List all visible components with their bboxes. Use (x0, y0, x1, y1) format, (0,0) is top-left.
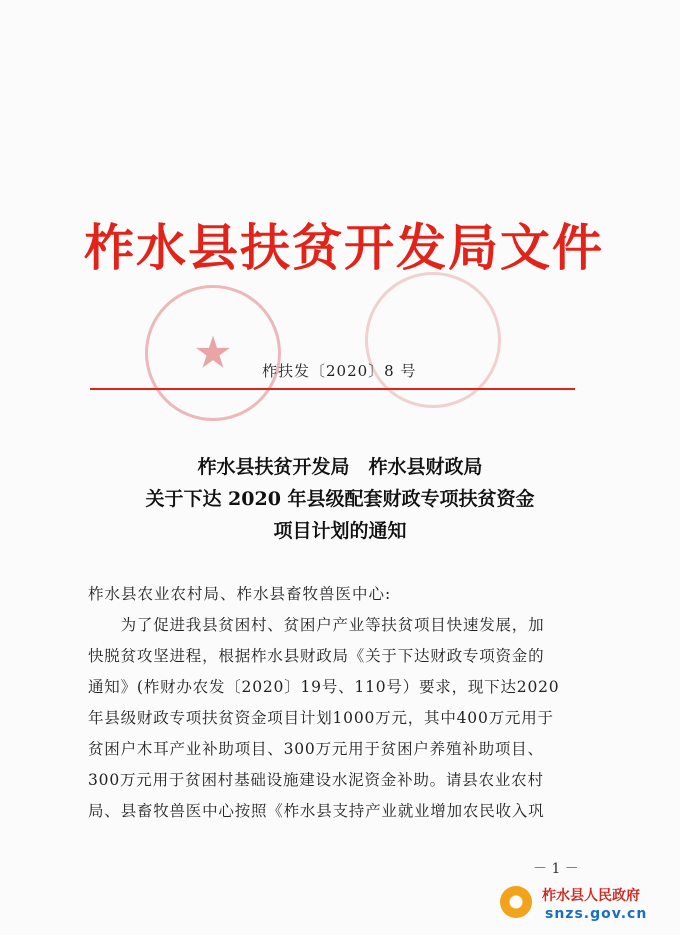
document-number: 柞扶发〔2020〕8 号 (262, 362, 417, 380)
body-line-1: 为了促进我县贫困村、贫困户产业等扶贫项目快速发展，加 (88, 616, 545, 634)
notice-title-line-2: 关于下达 2020 年县级配套财政专项扶贫资金 (145, 488, 535, 510)
notice-title-line-3: 项目计划的通知 (273, 520, 407, 542)
issuer-header-title: 柞水县扶贫开发局文件 (84, 218, 604, 277)
watermark-site-domain: snzs.gov.cn (545, 906, 648, 922)
official-seal-left (145, 285, 281, 421)
header-red-rule (90, 388, 575, 390)
page-number: － 1 － (533, 861, 579, 877)
notice-title-line-1: 柞水县扶贫开发局 柞水县财政局 (197, 456, 483, 478)
government-logo-icon (500, 886, 532, 918)
body-line-4: 年县级财政专项扶贫资金项目计划1000万元，其中400万元用于 (88, 709, 554, 727)
seal-star-icon: ★ (193, 327, 233, 379)
body-line-7: 局、县畜牧兽医中心按照《柞水县支持产业就业增加农民收入巩 (88, 802, 545, 820)
addressee: 柞水县农业农村局、柞水县畜牧兽医中心: (88, 585, 392, 603)
watermark-site-name: 柞水县人民政府 (542, 888, 640, 904)
body-line-6: 300万元用于贫困村基础设施建设水泥资金补助。请县农业农村 (88, 771, 544, 789)
body-line-3: 通知》(柞财办农发〔2020〕19号、110号）要求，现下达2020 (88, 678, 560, 696)
body-line-2: 快脱贫攻坚进程，根据柞水县财政局《关于下达财政专项资金的 (88, 647, 545, 665)
body-line-5: 贫困户木耳产业补助项目、300万元用于贫困户养殖补助项目、 (88, 740, 544, 758)
